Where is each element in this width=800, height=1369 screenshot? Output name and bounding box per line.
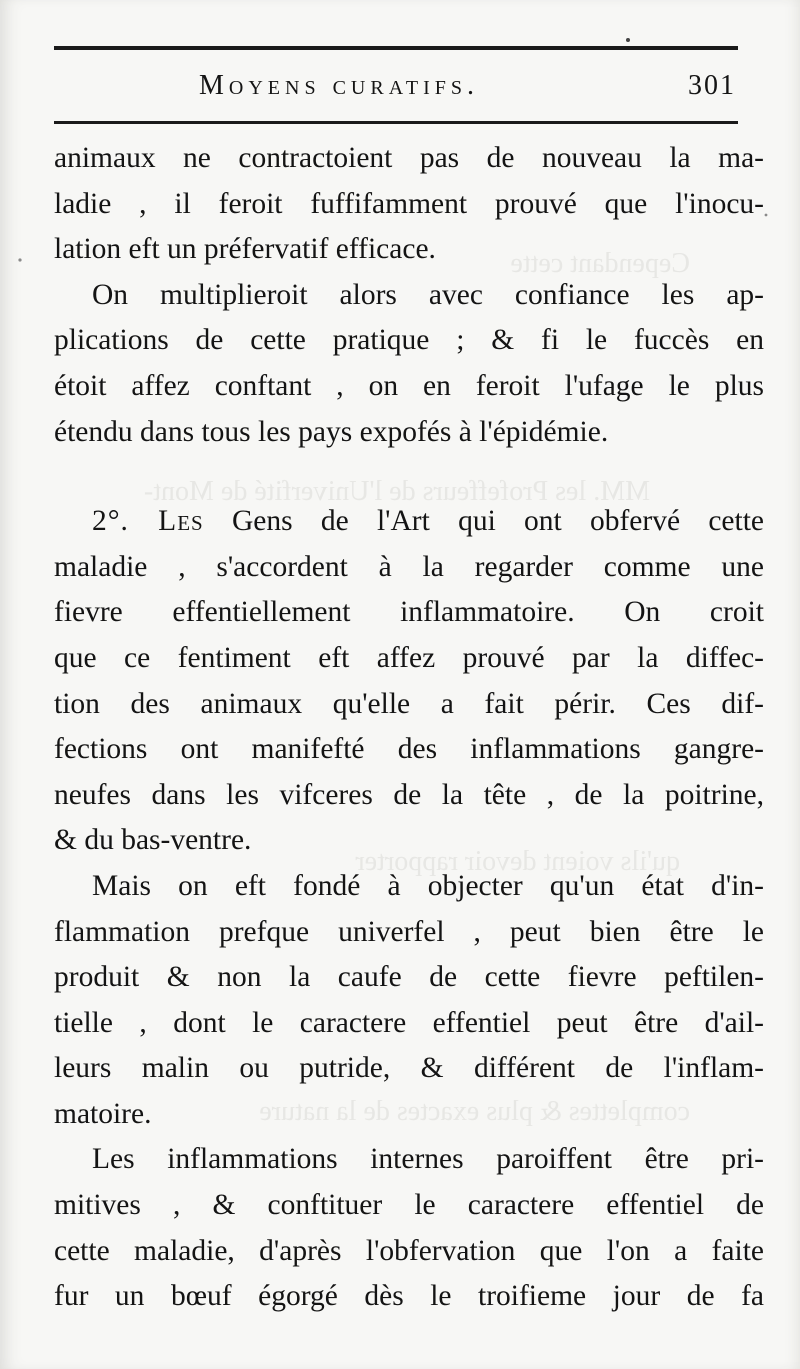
paragraph [54, 273, 764, 455]
text-line: animaux ne contractoient pas de nouveau la ma- [54, 142, 764, 174]
svg-text:Cependant cette: Cependant cette [510, 248, 690, 279]
text-line: Les inflammations internes paroiffent être pri- [92, 1143, 764, 1176]
text-line: fur un bœuf égorgé dès le troifieme jour de fa [54, 1280, 764, 1313]
text-line: & du bas-ventre. [54, 824, 252, 857]
svg-text:complettes & plus exactes de l: complettes & plus exactes de la nature [259, 1096, 690, 1127]
paragraph [54, 136, 764, 273]
text-line [54, 499, 764, 545]
text-line: tion des animaux qu'elle a fait périr. Ces dif- [54, 687, 764, 720]
text-line: maladie , s'accordent à la regarder comme une [54, 550, 764, 583]
paragraph [54, 864, 764, 1138]
text-line: étoit affez conftant , on en feroit l'ufage le plus [54, 369, 764, 402]
page-number: 301 [688, 70, 736, 101]
text-line: On multiplieroit alors avec confiance les ap- [92, 278, 764, 311]
text-line: plications de cette pratique ; & fi le fuccès en [54, 324, 764, 357]
text-line: mitives , & conftituer le caractere effentiel de [54, 1189, 764, 1222]
header-top-rule [54, 46, 738, 50]
paragraph [54, 1137, 764, 1319]
running-head [54, 66, 738, 110]
text-line-rest: Gens de l'Art qui ont obfervé cette [231, 505, 764, 538]
text-line: ladie , il feroit fuffifamment prouvé que l'inocu- [54, 187, 764, 220]
text-line: lation eft un préfervatif efficace. [54, 233, 436, 266]
header-bottom-rule [54, 121, 738, 124]
text-line: étendu dans tous les pays expofés à l'épidémie. [54, 415, 609, 448]
paragraph-lead: 2°. Les [92, 505, 204, 538]
running-title: Moyens curatifs. [199, 70, 480, 101]
text-line: fections ont manifefté des inflammations gangre- [54, 733, 764, 766]
text-line: que ce fentiment eft affez prouvé par la diffec- [54, 641, 764, 674]
text-line: matoire. [54, 1097, 152, 1130]
text-line: tielle , dont le caractere effentiel peut être d'ail- [54, 1006, 764, 1039]
text-line: Mais on eft fondé à objecter qu'un état d'in- [92, 869, 764, 902]
text-line: fievre effentiellement inflammatoire. On croit [54, 596, 764, 629]
body-text [54, 136, 764, 1320]
text-line: flammation prefque univerfel , peut bien être le [54, 915, 764, 948]
text-line: cette maladie, d'après l'obfervation que l'on a faite [54, 1234, 764, 1267]
text-line: leurs malin ou putride, & différent de l'inflam- [54, 1052, 764, 1085]
text-line: neufes dans les vifceres de la tête , de la poitrine, [54, 778, 764, 811]
text-line: produit & non la caufe de cette fievre peftilen- [54, 961, 764, 994]
svg-text:qu'ils voient devoir rapporter: qu'ils voient devoir rapporter [355, 846, 680, 877]
paragraph [54, 499, 764, 864]
svg-text:MM. les Profeffeurs de l'Unive: MM. les Profeffeurs de l'Univerfité de Mont- [143, 476, 650, 507]
